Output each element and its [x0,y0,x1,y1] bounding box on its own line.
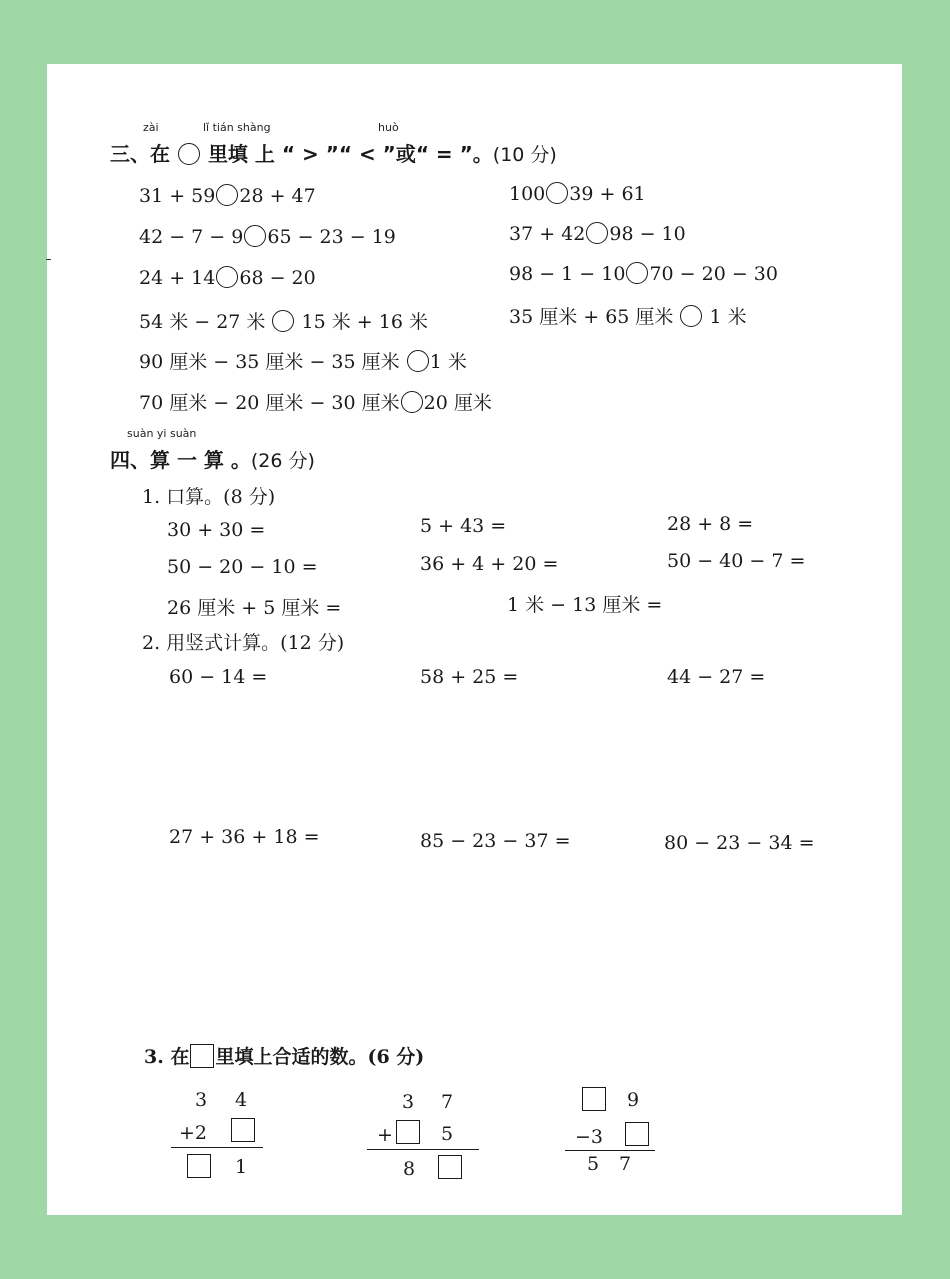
compare-left: 54 米 − 27 米 [139,311,266,333]
mental-math-item: 1 米 − 13 厘米 = [507,594,663,616]
compare-right: 1 米 [709,306,747,328]
vertical-calc-item: 58 + 25 = [420,666,519,688]
answer-box[interactable] [625,1122,649,1146]
worksheet-page [47,64,902,1215]
section4-title: 四、算 一 算 。 [110,448,251,472]
digit: 4 [235,1089,248,1111]
compare-left: 24 + 14 [139,267,216,289]
compare-circle[interactable] [244,225,266,247]
digit: 9 [627,1089,640,1111]
section4-heading [110,444,315,473]
digit: 7 [619,1153,632,1175]
answer-box[interactable] [438,1155,462,1179]
compare-item [139,388,492,415]
operator: +2 [179,1122,208,1144]
compare-item [139,184,316,207]
part3-title-suffix: 里填上合适的数。(6 分) [215,1046,425,1068]
vertical-calc-item: 27 + 36 + 18 = [169,826,320,848]
mental-math-item: 50 − 40 − 7 = [667,550,806,572]
compare-right: 65 − 23 − 19 [267,226,396,248]
margin-mark [46,259,51,260]
digit: 5 [441,1123,454,1145]
compare-item [509,302,747,329]
compare-right: 98 − 10 [609,223,686,245]
compare-right: 39 + 61 [569,183,646,205]
answer-box[interactable] [582,1087,606,1111]
compare-right: 70 − 20 − 30 [649,263,778,285]
compare-right: 68 − 20 [239,267,316,289]
compare-right: 15 米 + 16 米 [301,311,428,333]
compare-item [509,222,686,245]
compare-left: 35 厘米 + 65 厘米 [509,306,674,328]
digit: 3 [195,1089,208,1111]
answer-box[interactable] [187,1154,211,1178]
answer-box[interactable] [396,1120,420,1144]
pinyin-zai: zài [143,121,159,134]
part3-title-prefix: 3. 在 [144,1046,190,1068]
sum-line [367,1149,479,1150]
compare-circle[interactable] [407,350,429,372]
vertical-calc-item: 80 − 23 − 34 = [664,832,815,854]
vertical-calc-item: 60 − 14 = [169,666,268,688]
compare-circle[interactable] [216,266,238,288]
mental-math-item: 50 − 20 − 10 = [167,556,318,578]
mental-math-item: 28 + 8 = [667,513,754,535]
circle-blank-icon [178,143,200,165]
compare-right: 20 厘米 [423,392,492,414]
compare-right: 28 + 47 [239,185,316,207]
pinyin-huo: huò [378,121,399,134]
pinyin-li-tian-shang: lǐ tián shàng [203,121,271,134]
digit: 8 [403,1158,416,1180]
compare-item [509,182,646,205]
mental-math-item: 26 厘米 + 5 厘米 = [167,597,342,619]
compare-circle[interactable] [401,391,423,413]
compare-circle[interactable] [546,182,568,204]
compare-item [139,307,428,334]
compare-circle[interactable] [586,222,608,244]
part3-title [144,1042,424,1069]
compare-left: 98 − 1 − 10 [509,263,626,285]
compare-circle[interactable] [272,310,294,332]
compare-circle[interactable] [216,184,238,206]
compare-right: 1 米 [429,351,467,373]
compare-item [139,266,316,289]
compare-left: 70 厘米 − 20 厘米 − 30 厘米 [139,392,400,414]
compare-item [139,225,396,248]
digit: 7 [441,1091,454,1113]
difference-line [565,1150,655,1151]
mental-math-item: 5 + 43 = [420,515,507,537]
section3-quotes: “ > ”“ < ”或“ = ”。 [281,142,493,166]
part1-title: 1. 口算。(8 分) [142,486,276,508]
pinyin-suan-yi-suan: suàn yi suàn [127,427,197,440]
section4-score: (26 分) [250,450,315,472]
square-blank-icon [190,1044,214,1068]
section3-label: 三、在 [110,142,170,166]
section3-mid: 里填 上 [207,142,275,166]
vertical-calc-item: 44 − 27 = [667,666,766,688]
compare-left: 37 + 42 [509,223,586,245]
digit: 5 [587,1153,600,1175]
part2-title: 2. 用竖式计算。(12 分) [142,632,345,654]
digit: 1 [235,1156,248,1178]
operator: + [377,1124,393,1146]
mental-math-item: 36 + 4 + 20 = [420,553,559,575]
compare-left: 100 [509,183,546,205]
operator: −3 [575,1126,604,1148]
section3-heading [110,138,557,167]
sum-line [171,1147,263,1148]
compare-circle[interactable] [680,305,702,327]
vertical-calc-item: 85 − 23 − 37 = [420,830,571,852]
compare-item [139,347,467,374]
answer-box[interactable] [231,1118,255,1142]
digit: 3 [402,1091,415,1113]
compare-circle[interactable] [626,262,648,284]
compare-item [509,262,778,285]
compare-left: 42 − 7 − 9 [139,226,244,248]
compare-left: 90 厘米 − 35 厘米 − 35 厘米 [139,351,400,373]
section3-score: (10 分) [492,144,557,166]
compare-left: 31 + 59 [139,185,216,207]
mental-math-item: 30 + 30 = [167,519,266,541]
